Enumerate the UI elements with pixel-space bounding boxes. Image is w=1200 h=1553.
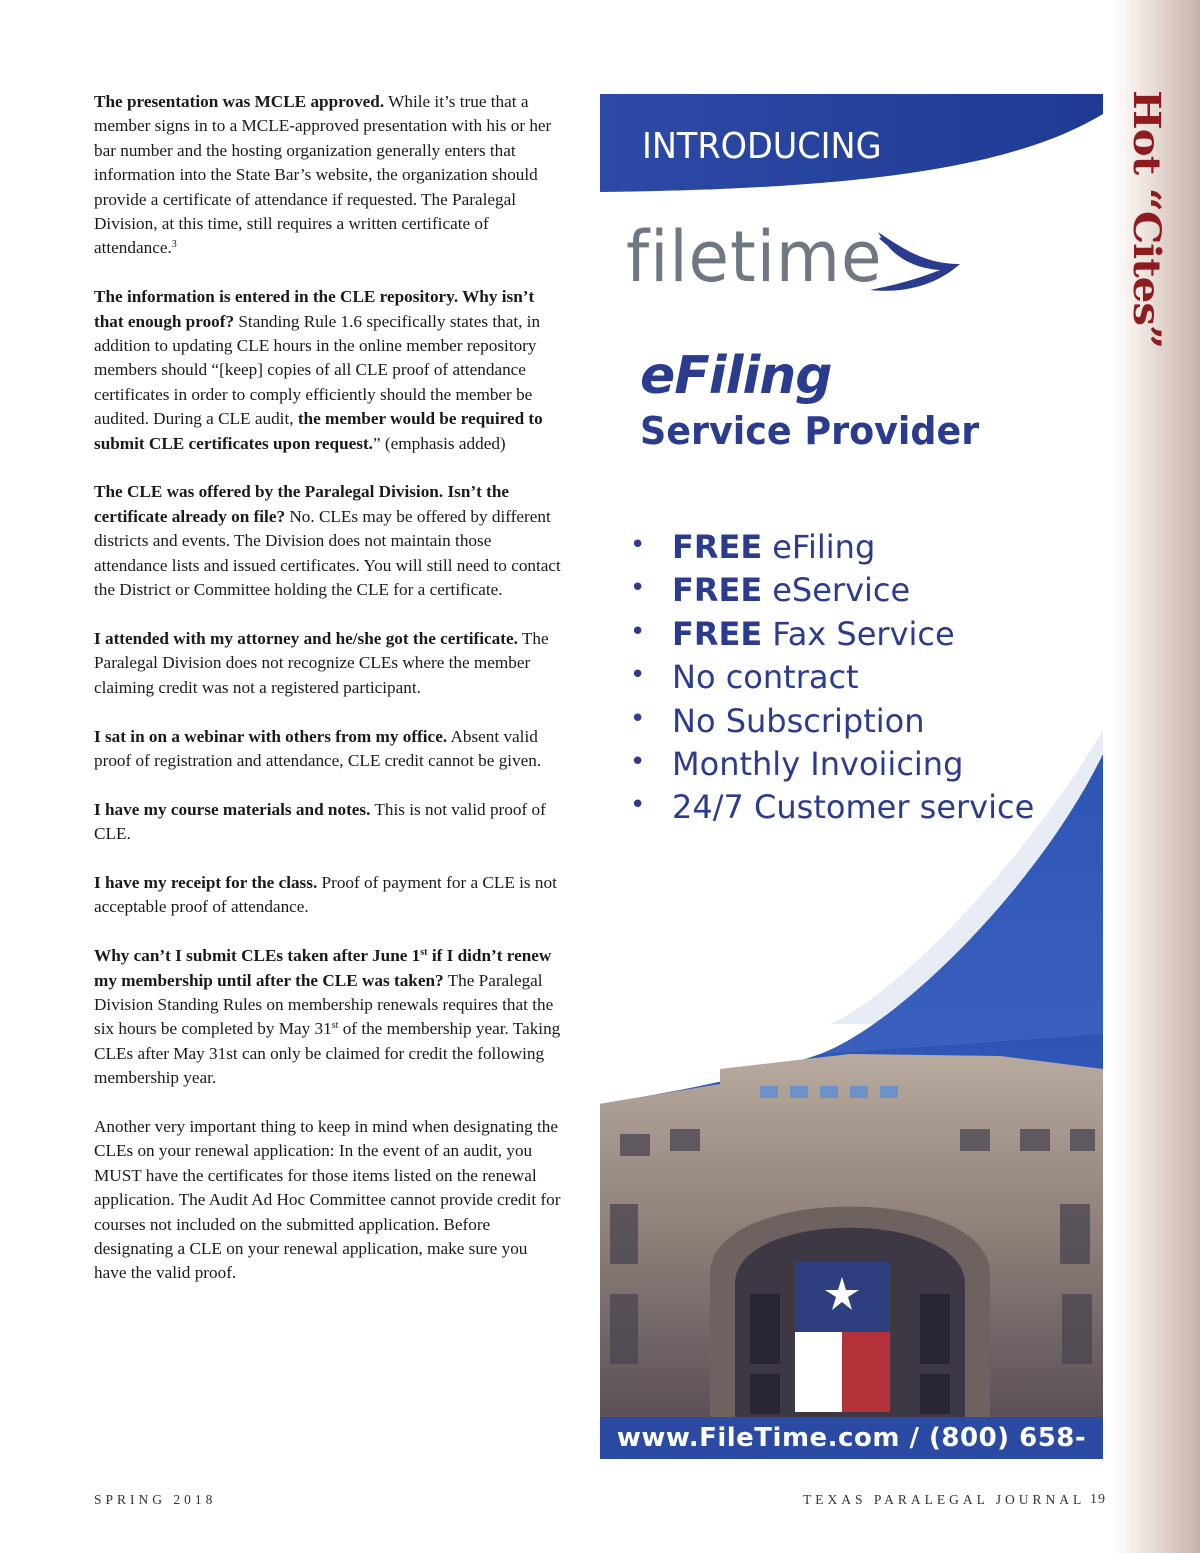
bullet-icon: • xyxy=(630,660,646,691)
paragraph-body: While it’s true that a member signs in to a MCLE-approved presentation with his or her bar number and the hosting organization generally enters that information into the State Bar’s website, the organization should provide a certificate of attendance if requested. The Paralegal Division, at this time, still requires a written certificate of attendance. xyxy=(94,92,552,258)
paragraph-body-cont: of the membership year. Taking CLEs after May 31st can only be claimed for credit the following membership year. xyxy=(94,1019,561,1088)
feature-item xyxy=(630,615,1034,658)
feature-text: No Subscription xyxy=(672,701,925,740)
article-paragraph xyxy=(94,725,564,774)
feature-item xyxy=(630,702,1034,745)
feature-text: eFiling xyxy=(772,528,876,566)
feature-text: Monthly Invoiicing xyxy=(672,744,964,783)
bullet-icon: • xyxy=(630,530,646,560)
feature-item xyxy=(630,788,1034,831)
bullet-icon: • xyxy=(630,703,646,734)
paragraph-body: Another very important thing to keep in mind when designating the CLEs on your renewal application: In the event of an audit, you MUST have the certificates for those items listed on the renewal application. The Audit Ad Hoc Committee cannot provide credit for courses not included on the submitted application. Before designating a CLE on your renewal application, make sure you have the valid proof. xyxy=(94,1116,561,1283)
feature-item xyxy=(630,658,1034,701)
paragraph-lead: The CLE was offered by the Paralegal Division. Isn’t the certificate already on file? xyxy=(94,482,510,526)
feature-text: Fax Service xyxy=(772,614,955,653)
paragraph-body: Standing Rule 1.6 specifically states that, in addition to updating CLE hours in the online member repository members should “[keep] copies of all CLE proof of attendance certificates in order to comply efficiently should the member be audited. During a CLE audit, xyxy=(94,311,541,429)
paragraph-lead: I have my course materials and notes. xyxy=(94,799,371,819)
paragraph-body: Absent valid proof of registration and attendance, CLE credit cannot be given. xyxy=(94,726,542,770)
paragraph-tail: ” (emphasis added) xyxy=(372,433,506,453)
bullet-icon: • xyxy=(630,616,646,647)
paragraph-body: The Paralegal Division Standing Rules on membership renewals requires that the six hours be completed by May 31 xyxy=(94,970,554,1039)
article-paragraph xyxy=(94,285,564,456)
paragraph-emphasis: the member would be required to submit CLE certificates upon request. xyxy=(94,409,543,453)
article-paragraph xyxy=(94,627,564,700)
paragraph-lead: Why can’t I submit CLEs taken after June 1st if I didn’t renew my membership until after the CLE was taken? xyxy=(94,946,552,990)
paragraph-lead: I attended with my attorney and he/she got the certificate. xyxy=(94,628,518,648)
bullet-icon: • xyxy=(630,573,646,604)
article-column xyxy=(94,90,564,1310)
article-paragraph xyxy=(94,1115,564,1286)
paragraph-body: This is not valid proof of CLE. xyxy=(94,799,546,844)
paragraph-lead: I sat in on a webinar with others from my office. xyxy=(94,726,448,746)
section-tab-label: Hot “Cites” xyxy=(1125,90,1170,349)
feature-item xyxy=(630,571,1034,614)
article-paragraph xyxy=(94,480,564,602)
bullet-icon: • xyxy=(630,790,646,821)
paragraph-body: The Paralegal Division does not recognize CLEs where the member claiming credit was not a registered participant. xyxy=(94,628,549,697)
footnote-ref[interactable]: 3 xyxy=(171,239,177,251)
feature-item xyxy=(630,745,1034,788)
filetime-advertisement[interactable] xyxy=(600,94,1103,1495)
paragraph-body: Proof of payment for a CLE is not acceptable proof of attendance. xyxy=(94,872,557,917)
article-paragraph xyxy=(94,90,564,261)
paragraph-lead: The information is entered in the CLE repository. Why isn’t that enough proof? xyxy=(94,287,535,331)
paragraph-body: No. CLEs may be offered by different districts and events. The Division does not maintain those attendance lists and issued certificates. You will still need to contact the District or Committee holding the CLE for a certificate. xyxy=(94,506,561,600)
feature-item xyxy=(630,528,1034,571)
feature-text: eService xyxy=(772,571,911,610)
feature-text: No contract xyxy=(672,658,859,697)
feature-text: 24/7 Customer service xyxy=(672,788,1035,827)
page-number: 19 xyxy=(1090,1492,1106,1507)
ad-feature-list xyxy=(630,528,1034,832)
paragraph-lead: I have my receipt for the class. xyxy=(94,872,318,892)
article-paragraph xyxy=(94,944,564,1090)
feature-free-tag: FREE xyxy=(672,528,763,566)
article-paragraph xyxy=(94,798,564,847)
feature-free-tag: FREE xyxy=(672,571,763,610)
ad-contact-link[interactable]: www.FileTime.com / (800) 658-1233 xyxy=(600,1417,1103,1459)
ad-subhead: Service Provider xyxy=(640,409,980,453)
ad-headline: eFiling xyxy=(640,346,832,406)
ad-intro-heading: INTRODUCING xyxy=(642,126,882,167)
bullet-icon: • xyxy=(630,746,646,777)
article-paragraph xyxy=(94,871,564,920)
filetime-logo: filetime xyxy=(626,216,883,298)
issue-label: SPRING 2018 xyxy=(94,1492,217,1507)
publication-name: TEXAS PARALEGAL JOURNAL xyxy=(803,1492,1086,1507)
logo-wing-icon xyxy=(850,224,970,304)
ordinal-suffix: st xyxy=(331,1020,339,1032)
paragraph-lead: The presentation was MCLE approved. xyxy=(94,92,385,111)
feature-free-tag: FREE xyxy=(672,614,763,653)
